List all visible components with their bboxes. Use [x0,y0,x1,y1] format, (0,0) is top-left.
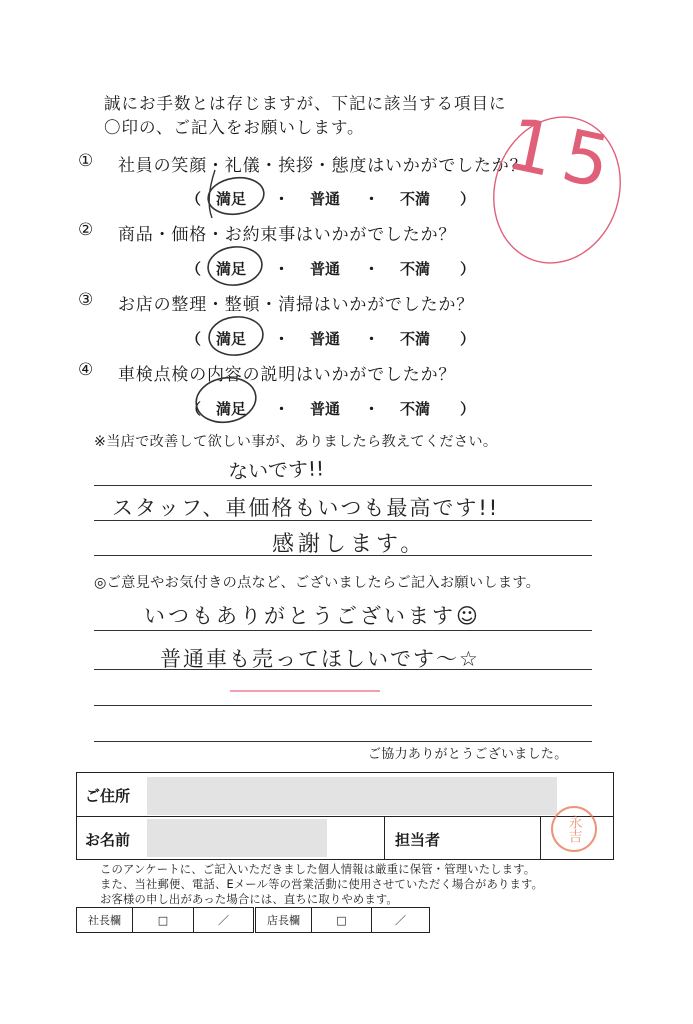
option-dot: ・ [274,260,290,278]
name-label: お名前 [85,831,131,849]
option-normal[interactable]: 普通 [310,260,341,278]
option-satisfied[interactable]: 満足 [216,190,247,208]
option-unsatisfied[interactable]: 不満 [400,260,431,278]
option-satisfied[interactable]: 満足 [216,330,247,348]
handwritten-marks [0,0,693,440]
president-approval-box [76,907,254,933]
improvement-note: ※当店で改善して欲しい事が、ありましたら教えてください。 [94,434,498,450]
cell-divider [384,817,385,859]
paren-close: ） [460,400,476,418]
seal-stamp-text [553,808,595,850]
circle-mark [207,314,265,357]
address-field-redacted[interactable] [147,777,557,815]
circle-mark [193,373,260,427]
option-unsatisfied[interactable]: 不満 [400,330,431,348]
circle-mark-stroke [209,170,215,218]
president-label: 社長欄 [77,908,133,932]
slash-mark: ／ [395,914,406,927]
option-dot: ・ [274,330,290,348]
option-unsatisfied[interactable]: 不満 [400,400,431,418]
question-2-number: ② [78,220,94,240]
privacy-line-2: また、当社郵便、電話、Eメール等の営業活動に使用させていただく場合があります。 [100,878,544,891]
red-pen-stroke [230,690,380,692]
privacy-line-3: お客様の申し出があった場合には、直ちに取りやめます。 [100,893,398,906]
slash-mark: ／ [218,914,229,927]
answer-line [94,705,592,706]
improvement-answer-1: ないです!! [227,456,325,484]
question-1-text: 社員の笑顔・礼儀・挨拶・態度はいかがでしたか？ [118,156,528,176]
improvement-answer-2: スタッフ、車価格もいつも最高です!! [112,496,500,520]
address-row [77,773,613,817]
paren-close: ） [460,260,476,278]
question-4-number: ④ [78,360,94,380]
cell-divider [540,817,541,859]
paren-open: （ [186,400,202,418]
intro-line-1: 誠にお手数とは存じますが、下記に該当する項目に [104,94,507,113]
option-normal[interactable]: 普通 [310,400,341,418]
address-label: ご住所 [85,787,131,805]
name-row [77,817,613,859]
circle-mark [206,244,264,287]
opinion-note: ◎ご意見やお気付きの点など、ございましたらご記入お願いします。 [94,575,541,591]
intro-line-2: 〇印の、ご記入をお願いします。 [104,118,365,137]
opinion-answer-2: 普通車も売ってほしいです～☆ [160,647,480,671]
option-dot: ・ [274,190,290,208]
option-dot: ・ [364,400,380,418]
thanks-text: ご協力ありがとうございました。 [368,747,568,762]
manager-label: 店長欄 [256,908,312,932]
option-dot: ・ [274,400,290,418]
option-dot: ・ [364,190,380,208]
question-2-text: 商品・価格・お約束事はいかがでしたか？ [118,225,457,245]
option-unsatisfied[interactable]: 不満 [400,190,431,208]
option-dot: ・ [364,330,380,348]
question-4-text: 車検点検の内容の説明はいかがでしたか？ [118,365,457,385]
paren-open: （ [186,190,202,208]
improvement-answer-3: 感謝します。 [272,532,427,557]
seal-stamp-chars: 永吉 [566,815,583,843]
answer-line [94,741,592,742]
privacy-line-1: このアンケートに、ご記入いただきました個人情報は厳重に保管・管理いたします。 [100,863,536,876]
paren-close: ） [460,330,476,348]
checkbox[interactable]: □ [133,908,194,932]
name-field-redacted[interactable] [147,819,327,857]
paren-close: ） [460,190,476,208]
customer-info-table [76,772,614,860]
option-normal[interactable]: 普通 [310,330,341,348]
seal-stamp [551,806,597,852]
paren-open: （ [186,330,202,348]
option-dot: ・ [364,260,380,278]
manager-approval-box [255,907,430,933]
opinion-answer-1: いつもありがとうございます☺ [144,604,481,628]
option-normal[interactable]: 普通 [310,190,341,208]
question-3-number: ③ [78,290,94,310]
answer-line [94,485,592,486]
staff-label: 担当者 [395,831,441,849]
paren-open: （ [186,260,202,278]
option-satisfied[interactable]: 満足 [216,400,247,418]
question-1-number: ① [78,151,94,171]
red-score: 15 [500,101,628,207]
question-3-text: お店の整理・整頓・清掃はいかがでしたか？ [118,295,474,315]
circle-mark [206,174,266,217]
answer-line [94,630,592,631]
checkbox[interactable]: □ [312,908,372,932]
option-satisfied[interactable]: 満足 [216,260,247,278]
